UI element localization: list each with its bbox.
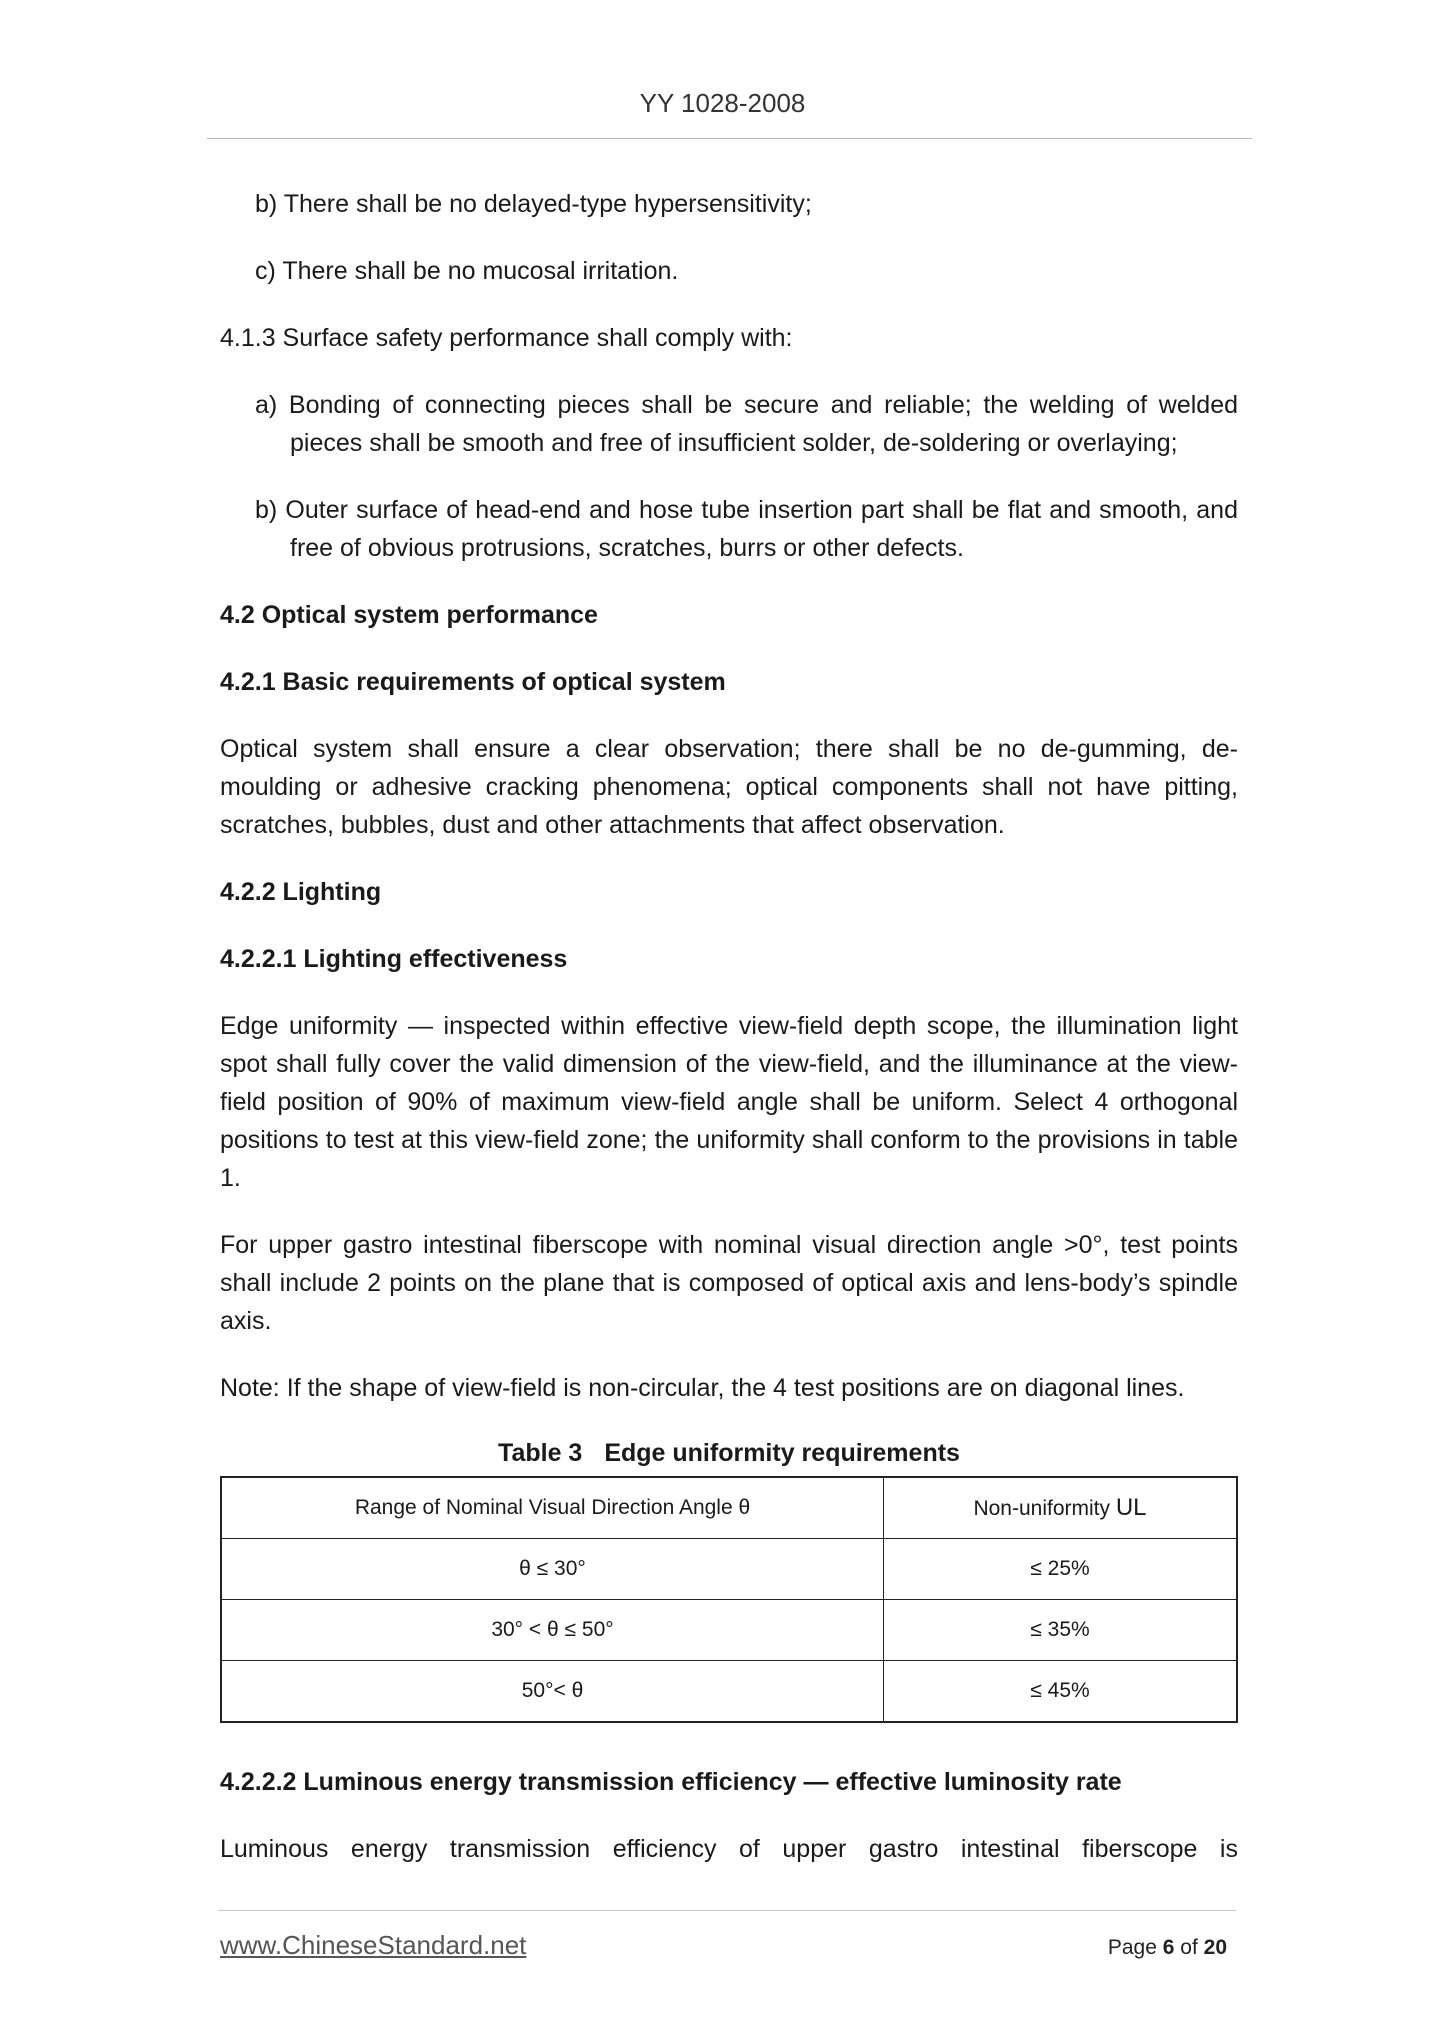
table-row <box>221 1539 1237 1600</box>
table-cell-value: ≤ 45% <box>884 1661 1238 1723</box>
paragraph-optical-requirements: Optical system shall ensure a clear observation; there shall be no de-gumming, de-moulding or adhesive cracking phenomena; optical components shall not have pitting, scratches, bubbles, dust and other attachments that affect observation. <box>220 735 1238 839</box>
table-row <box>221 1600 1237 1661</box>
paragraph-hypersensitivity: b) There shall be no delayed-type hypersensitivity; <box>255 190 812 218</box>
section-heading-4-2: 4.2 Optical system performance <box>220 601 598 629</box>
paragraph-mucosal-irritation: c) There shall be no mucosal irritation. <box>255 257 679 285</box>
non-uniformity-label: Non-uniformity <box>973 1496 1116 1520</box>
clause-4-1-3: 4.1.3 Surface safety performance shall comply with: <box>220 324 793 352</box>
table-header-non-uniformity <box>884 1477 1238 1539</box>
total-pages: 20 <box>1203 1936 1227 1959</box>
footer-website-link[interactable]: www.ChineseStandard.net <box>220 1930 527 1960</box>
section-heading-4-2-2: 4.2.2 Lighting <box>220 878 382 906</box>
list-item-outer-surface: b) Outer surface of head-end and hose tube insertion part shall be flat and smooth, and free of obvious protrusions, scratches, burrs or other defects. <box>255 496 1238 562</box>
paragraph-edge-uniformity: Edge uniformity — inspected within effective view-field depth scope, the illumination light spot shall fully cover the valid dimension of the view-field, and the illuminance at the view-field position of 90% of maximum view-field angle shall be uniform. Select 4 orthogonal positions to test at this view-field zone; the uniformity shall conform to the provisions in table 1. <box>220 1012 1238 1192</box>
paragraph-test-points: For upper gastro intestinal fiberscope with nominal visual direction angle >0°, test points shall include 2 points on the plane that is composed of optical axis and lens-body’s spindle axis. <box>220 1231 1238 1335</box>
list-item-bonding: a) Bonding of connecting pieces shall be secure and reliable; the welding of welded pieces shall be smooth and free of insufficient solder, de-soldering or overlaying; <box>255 391 1238 457</box>
page-prefix: Page <box>1107 1936 1163 1959</box>
paragraph-note: Note: If the shape of view-field is non-circular, the 4 test positions are on diagonal lines. <box>220 1374 1185 1402</box>
table-title: Edge uniformity requirements <box>604 1439 960 1467</box>
table-header-row <box>221 1477 1237 1539</box>
edge-uniformity-table <box>220 1476 1238 1723</box>
footer-page-number <box>1108 1936 1227 1960</box>
table-caption <box>220 1436 1238 1470</box>
table-cell-range: 30° < θ ≤ 50° <box>221 1600 884 1661</box>
document-body <box>220 185 1238 1897</box>
table-header-angle-range: Range of Nominal Visual Direction Angle θ <box>221 1477 884 1539</box>
table-row <box>221 1661 1237 1723</box>
table-number: Table 3 <box>498 1439 583 1467</box>
table-cell-range: 50°< θ <box>221 1661 884 1723</box>
section-heading-4-2-2-1: 4.2.2.1 Lighting effectiveness <box>220 945 568 973</box>
paragraph-luminous-efficiency: Luminous energy transmission efficiency of upper gastro intestinal fiberscope is <box>220 1835 1238 1863</box>
section-heading-4-2-1: 4.2.1 Basic requirements of optical system <box>220 668 726 696</box>
section-heading-4-2-2-2: 4.2.2.2 Luminous energy transmission efficiency — effective luminosity rate <box>220 1768 1122 1796</box>
current-page: 6 <box>1162 1936 1175 1959</box>
page-separator: of <box>1174 1936 1204 1959</box>
table-cell-range: θ ≤ 30° <box>221 1539 884 1600</box>
document-header-title: YY 1028-2008 <box>639 88 806 118</box>
footer-divider <box>218 1910 1236 1911</box>
table-cell-value: ≤ 35% <box>884 1600 1238 1661</box>
header-divider <box>207 138 1252 139</box>
non-uniformity-symbol: UL <box>1115 1493 1147 1521</box>
table-cell-value: ≤ 25% <box>884 1539 1238 1600</box>
